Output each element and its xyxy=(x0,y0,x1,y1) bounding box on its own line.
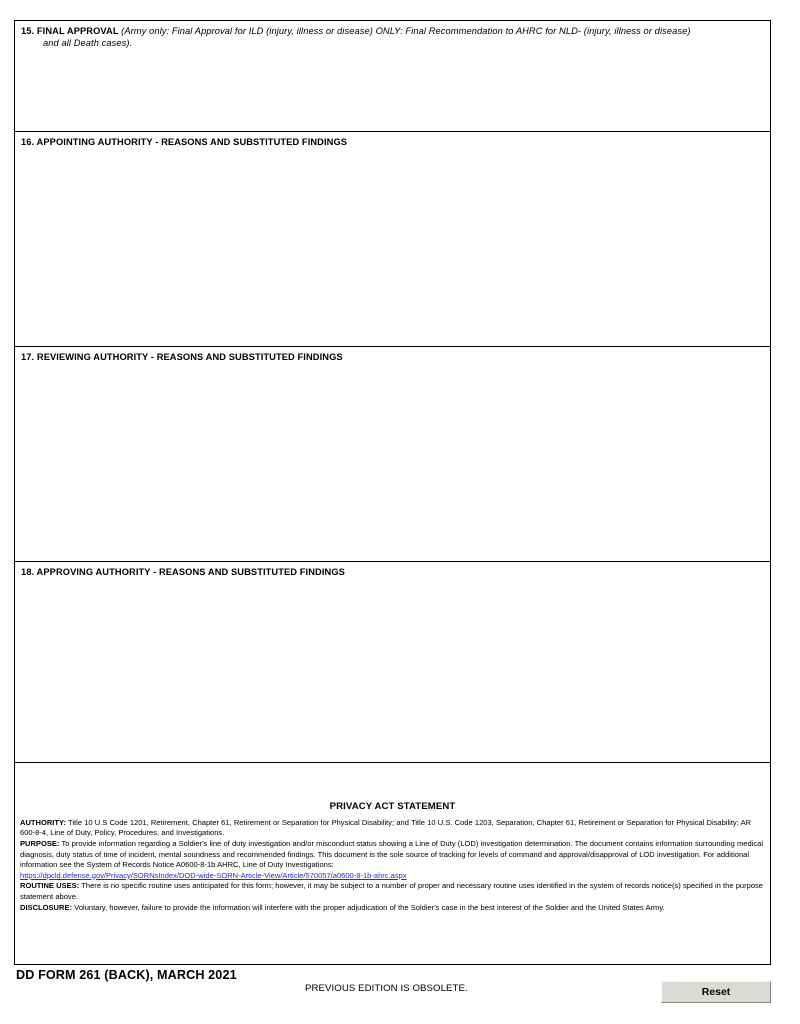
section-16-appointing-authority xyxy=(15,132,770,347)
privacy-authority-text: Title 10 U.S Code 1201, Retirement, Chapter 61, Retirement or Separation for Physical Disability; and Title 10 U.S. Code 1203, Separation, Chapter 61, Retirement or Separation for Physical Disability; AR 600-8-4, Line of Duty, Policy, Procedures, and Investigations. xyxy=(20,818,752,838)
section-15-heading xyxy=(15,21,770,49)
privacy-sorn-link[interactable]: https://dpcld.defense.gov/Privacy/SORNsIndex/DOD-wide-SORN-Article-View/Article/570057/a0600-8-1b-ahrc.aspx xyxy=(20,870,407,880)
section-17-reviewing-authority xyxy=(15,347,770,562)
privacy-authority-paragraph xyxy=(20,818,765,839)
privacy-routine-uses-label: ROUTINE USES: xyxy=(20,881,80,891)
section-16-number: 16. xyxy=(21,137,35,147)
privacy-act-heading: PRIVACY ACT STATEMENT xyxy=(329,801,456,812)
section-16-heading xyxy=(15,132,770,149)
section-18-approving-authority xyxy=(15,562,770,763)
privacy-disclosure-label: DISCLOSURE: xyxy=(20,902,72,912)
privacy-authority-label: AUTHORITY: xyxy=(20,818,66,827)
previous-edition-notice: PREVIOUS EDITION IS OBSOLETE. xyxy=(305,983,468,994)
section-16-title: APPOINTING AUTHORITY - REASONS AND SUBSTITUTED FINDINGS xyxy=(36,137,348,147)
section-15-paren-line2: and all Death cases). xyxy=(43,37,133,48)
section-15-number: 15. xyxy=(21,26,35,36)
section-18-title: APPROVING AUTHORITY - REASONS AND SUBSTITUTED FINDINGS xyxy=(36,567,345,577)
form-identifier: DD FORM 261 (BACK), MARCH 2021 xyxy=(16,968,237,982)
reset-button[interactable]: Reset xyxy=(661,981,771,1003)
privacy-routine-uses-text: There is no specific routine uses anticipated for this form; however, it may be subject to a number of proper and necessary routine uses identified in the system of records notice(s) specified in the purpose statement above. xyxy=(20,881,764,901)
privacy-act-section xyxy=(15,763,770,962)
section-15-title: FINAL APPROVAL xyxy=(36,26,119,36)
privacy-purpose-label: PURPOSE: xyxy=(20,839,60,849)
form-frame xyxy=(14,20,771,965)
section-17-number: 17. xyxy=(21,352,35,362)
privacy-routine-uses-paragraph xyxy=(20,881,765,902)
section-18-number: 18. xyxy=(21,567,35,577)
privacy-purpose-paragraph xyxy=(20,839,765,881)
section-15-paren-line1: (Army only: Final Approval for ILD (injury, illness or disease) ONLY: Final Recommendation to AHRC for NLD- (injury, illness or disease) xyxy=(121,26,691,36)
section-18-heading xyxy=(15,562,770,579)
privacy-purpose-text: To provide information regarding a Soldier's line of duty investigation and/or misconduct status showing a Line of Duty (LOD) investigation determination. The document contains information surrounding medical diagnosis, duty status of time of incident, mental soundness and recommended findings. This document is the sole source of tracking for levels of command and approval/disapproval of LOD investigation. For additional information see the System of Records Notice A0600-8-1b AHRC, Line of Duty Investigations: xyxy=(20,839,764,870)
privacy-disclosure-paragraph xyxy=(20,903,765,913)
privacy-disclosure-text: Voluntary, however, failure to provide the information will interfere with the proper adjudication of the Soldier's case in the best interest of the Soldier and the United States Army. xyxy=(74,902,665,912)
section-15-final-approval xyxy=(15,21,770,132)
section-17-title: REVIEWING AUTHORITY - REASONS AND SUBSTITUTED FINDINGS xyxy=(36,352,343,362)
section-17-heading xyxy=(15,347,770,364)
